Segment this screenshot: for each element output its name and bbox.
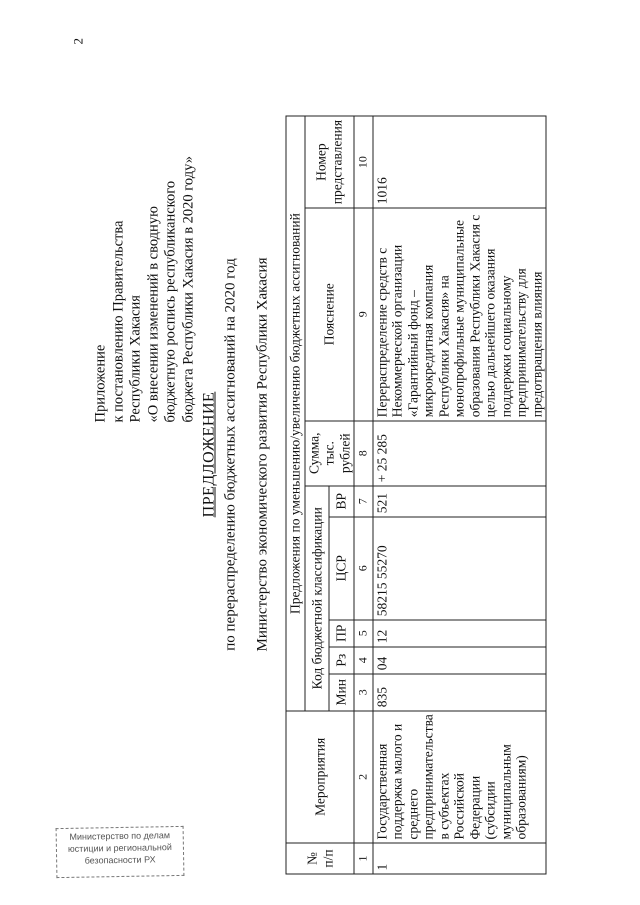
table-header-row — [286, 116, 305, 874]
col-number: 9 — [354, 208, 373, 421]
header-csr: ЦСР — [329, 517, 354, 620]
row-representation: 1016 — [373, 116, 547, 207]
appendix-line: Приложение — [92, 344, 109, 423]
col-number: 7 — [354, 486, 373, 517]
header-group: Предложения по уменьшению/увеличению бюджетных ассигнований — [286, 116, 305, 710]
appendix-line: к постановлению Правительства — [110, 220, 126, 423]
stamp-line: Министерство по делам — [69, 830, 171, 842]
row-vr: 521 — [373, 486, 547, 517]
header-pr: ПР — [329, 620, 354, 647]
appendix-block — [93, 13, 198, 423]
col-number: 6 — [354, 517, 373, 620]
row-min: 835 — [373, 674, 547, 711]
page-number: 2 — [70, 38, 86, 45]
row-activity: Государственная поддержка малого и среднего предпринимательства в субъектах Российской Федерации (субсидии муниципальным образованиям) — [373, 711, 547, 843]
col-number: 8 — [354, 421, 373, 486]
header-rz: Рз — [329, 647, 354, 674]
allocation-table-wrapper — [286, 116, 547, 875]
appendix-line: бюджета Республики Хакасия в 2020 году» — [180, 156, 196, 423]
document-title: ПРЕДЛОЖЕНИЕ — [200, 391, 218, 518]
column-number-row — [354, 116, 373, 874]
stamp-line: безопасности РХ — [84, 854, 156, 866]
table-row — [373, 116, 547, 874]
header-code-group: Код бюджетной классификации — [305, 486, 330, 711]
registration-stamp — [56, 826, 185, 878]
header-representation: Номер представления — [305, 116, 355, 207]
col-number: 5 — [354, 620, 373, 647]
row-num: 1 — [373, 843, 547, 874]
appendix-line: «О внесении изменений в сводную — [145, 206, 161, 423]
header-min: Мин — [329, 674, 354, 711]
row-sum: + 25 285 — [373, 421, 547, 486]
document-subtitle: по перераспределению бюджетных ассигнований на 2020 год — [222, 258, 239, 651]
allocation-table — [286, 116, 547, 875]
col-number: 3 — [354, 674, 373, 711]
stamp-line: юстиции и региональной — [67, 842, 172, 854]
row-csr: 58215 55270 — [373, 517, 547, 620]
col-number: 1 — [354, 843, 373, 874]
col-number: 2 — [354, 711, 373, 843]
row-pr: 12 — [373, 620, 547, 647]
appendix-line: бюджетную роспись республиканского — [162, 180, 179, 423]
header-vr: ВР — [329, 486, 354, 517]
row-rz: 04 — [373, 647, 547, 674]
header-activity: Мероприятия — [286, 711, 354, 843]
row-note: Перераспределение средств с Некоммерческой организации «Гарантийный фонд – микрокредитная компания Республики Хакасия» на монопрофильные муниципальные образования Республики Хакасия с целью дальнейшего оказания поддержки социальному предпринимательству для предотвращения влияния — [373, 208, 547, 421]
appendix-line: Республики Хакасия — [127, 295, 144, 423]
col-number: 4 — [354, 647, 373, 674]
col-number: 10 — [354, 116, 373, 207]
ministry-name: Министерство экономического развития Республики Хакасия — [254, 257, 271, 652]
header-sum: Сумма, тыс. рублей — [305, 421, 355, 486]
header-num: № п/п — [286, 843, 354, 874]
header-note: Пояснение — [305, 208, 355, 421]
document-sheet — [1, 0, 640, 905]
